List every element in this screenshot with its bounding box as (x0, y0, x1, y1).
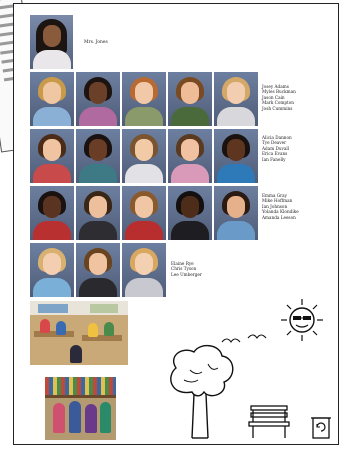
tree-icon (162, 342, 238, 440)
name-list (262, 135, 292, 162)
student-photo (76, 72, 120, 126)
student-photo (122, 186, 166, 240)
student-photo (76, 243, 120, 297)
name-list (171, 261, 202, 277)
student-name: Emma Gray (262, 193, 288, 198)
student-photo (76, 186, 120, 240)
classroom-photo (30, 301, 128, 365)
student-name: Josh Cummins (262, 105, 293, 111)
teacher-photo (30, 15, 73, 69)
yearbook-page (13, 3, 339, 445)
student-name: Mike Hoffman (262, 198, 293, 204)
student-name: Mark Compton (262, 100, 294, 106)
student-photo (122, 243, 166, 297)
student-photo (30, 186, 74, 240)
student-photo (214, 72, 258, 126)
name-list (262, 84, 296, 111)
student-photo (30, 72, 74, 126)
student-name: Ian Johnson (262, 203, 288, 209)
student-name: Adam Duvall (262, 145, 290, 151)
student-name: Ian Fanelly (262, 156, 286, 162)
student-name: Jason Cain (262, 94, 285, 100)
student-name: Elaine Rye (171, 261, 194, 266)
student-name: Erica Evans (262, 151, 288, 157)
student-photo (30, 129, 74, 183)
student-photo (168, 186, 212, 240)
recycle-bin-icon (311, 415, 331, 439)
student-photo (168, 72, 212, 126)
student-name: Tye Deaver (262, 140, 287, 146)
student-photo (76, 129, 120, 183)
student-name: Myles Buckman (262, 89, 296, 95)
sun-icon (279, 297, 325, 343)
student-photo (122, 72, 166, 126)
student-name: Amanda Leeson (262, 214, 296, 220)
student-photo (214, 186, 258, 240)
name-list (262, 193, 299, 220)
student-name: Yolanda Klondike (262, 209, 299, 215)
student-name: Alicia Dannon (262, 135, 292, 140)
student-photo (214, 129, 258, 183)
student-name: Chris Tyson (171, 266, 197, 272)
student-photo (168, 129, 212, 183)
student-name: Lee Umberger (171, 271, 202, 277)
library-photo (45, 377, 116, 440)
student-photo (30, 243, 74, 297)
bench-icon (247, 404, 291, 440)
student-photo (122, 129, 166, 183)
teacher-name: Mrs. Jones (84, 40, 108, 45)
student-name: Josey Adams (262, 84, 289, 89)
